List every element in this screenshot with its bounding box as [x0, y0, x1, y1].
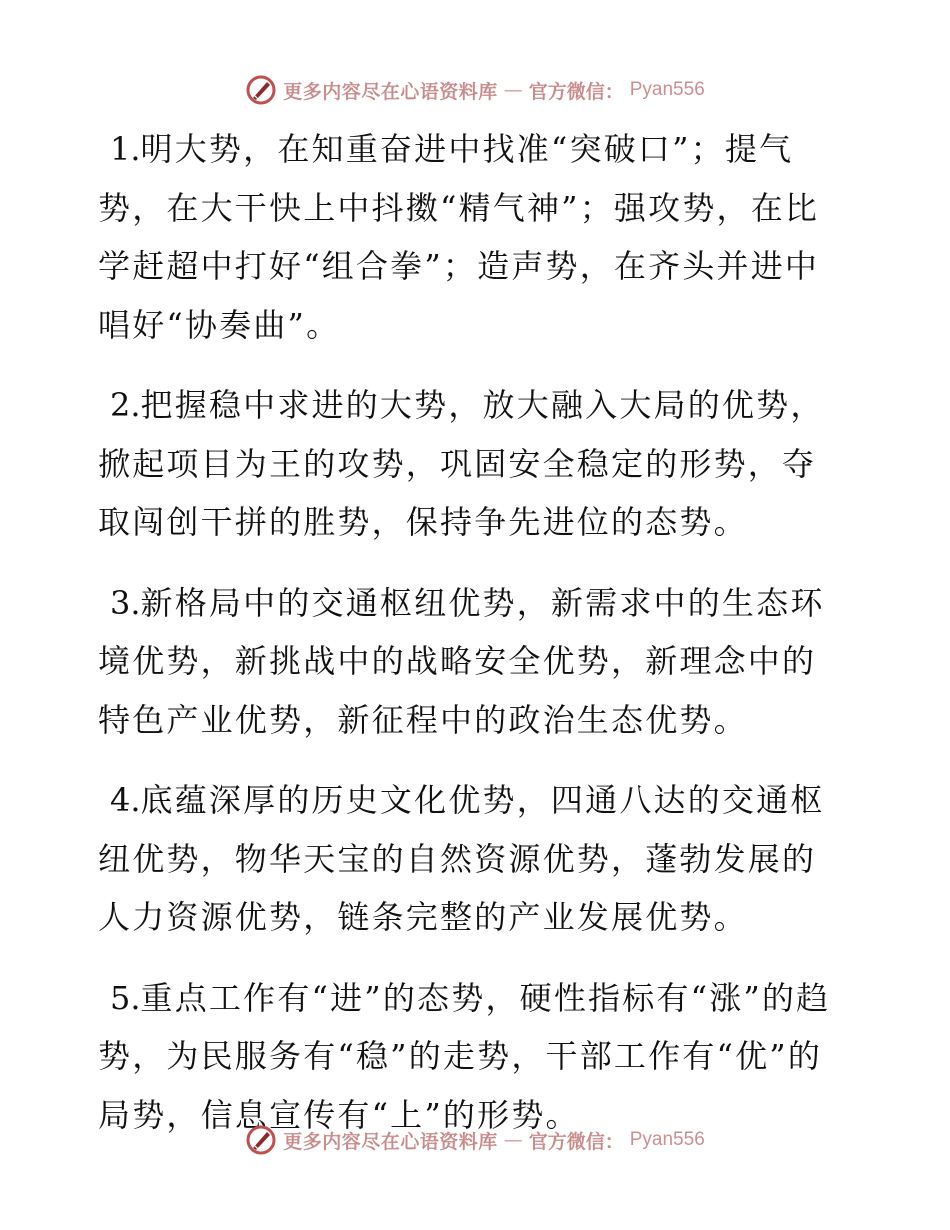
watermark-separator: — [503, 1129, 523, 1151]
document-body [98, 120, 850, 1166]
quill-logo-icon [245, 1124, 277, 1156]
footer-watermark [0, 1122, 950, 1158]
item-number: 4. [110, 781, 141, 819]
list-item [98, 376, 850, 552]
item-number: 1. [110, 130, 141, 168]
list-item [98, 574, 850, 750]
item-text: 新格局中的交通枢纽优势，新需求中的生态环境优势，新挑战中的战略安全优势，新理念中的特色产业优势，新征程中的政治生态优势。 [98, 583, 825, 739]
watermark-wechat-label: 官方微信： [528, 80, 624, 103]
watermark-wechat-id: Pyan556 [629, 1129, 705, 1150]
list-item [98, 771, 850, 947]
item-text: 把握稳中求进的大势，放大融入大局的优势，掀起项目为王的攻势，巩固安全稳定的形势，夺取闯创干拼的胜势，保持争先进位的态势。 [98, 386, 825, 541]
list-item [98, 969, 850, 1145]
watermark-text: 更多内容尽在心语资料库 [283, 1130, 498, 1153]
item-text: 明大势，在知重奋进中找准“突破口”；提气势，在大干快上中抖擞“精气神”；强攻势，在比学赶超中打好“组合拳”；造声势，在齐头并进中唱好“协奏曲”。 [98, 130, 820, 344]
watermark-separator: — [503, 79, 523, 101]
list-item [98, 120, 850, 354]
watermark-text: 更多内容尽在心语资料库 [283, 80, 498, 103]
item-text: 底蕴深厚的历史文化优势，四通八达的交通枢纽优势，物华天宝的自然资源优势，蓬勃发展的人力资源优势，链条完整的产业发展优势。 [98, 781, 825, 936]
item-number: 2. [110, 386, 141, 424]
header-watermark [0, 72, 950, 108]
quill-logo-icon [245, 74, 277, 106]
item-number: 3. [110, 583, 141, 622]
watermark-wechat-id: Pyan556 [629, 79, 705, 100]
item-text: 重点工作有“进”的态势，硬性指标有“涨”的趋势，为民服务有“稳”的走势，干部工作有“优”的局势，信息宣传有“上”的形势。 [98, 978, 831, 1134]
item-number: 5. [110, 978, 141, 1017]
watermark-wechat-label: 官方微信： [528, 1130, 624, 1153]
